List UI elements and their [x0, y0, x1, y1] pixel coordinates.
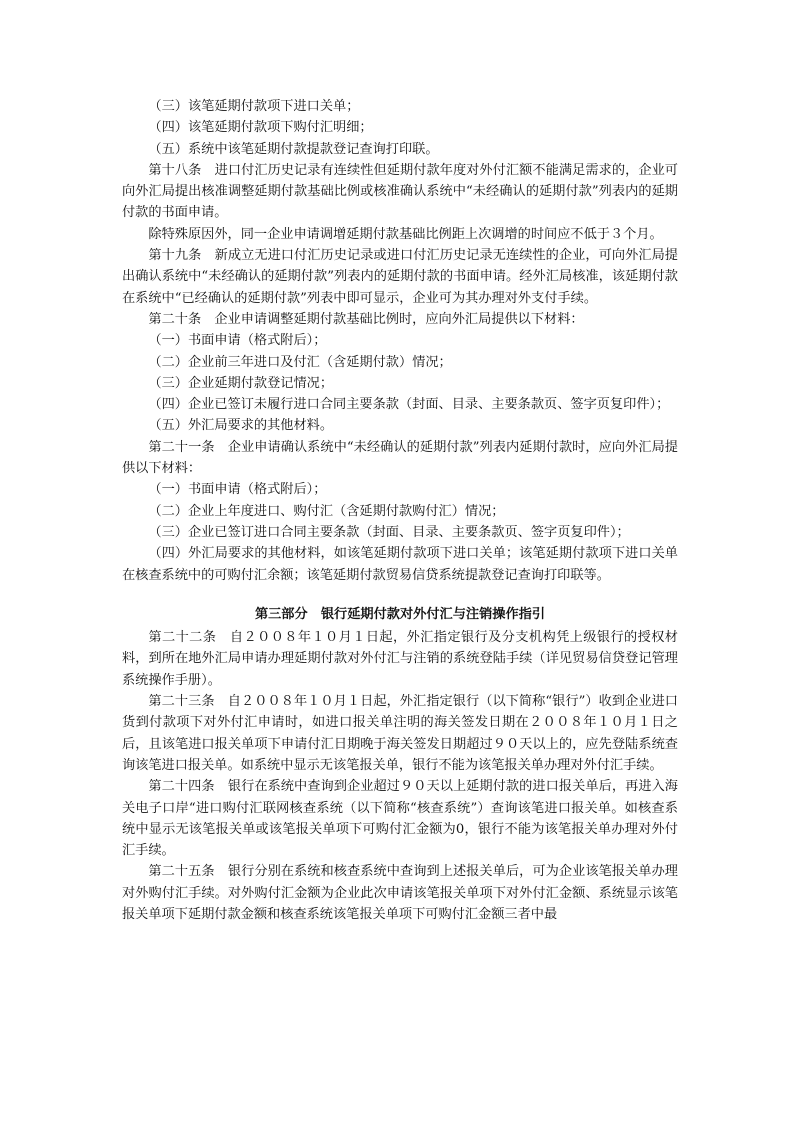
paragraph: （二）企业前三年进口及付汇（含延期付款）情况；: [148, 354, 452, 370]
article-20: 第二十条 企业申请调整延期付款基础比例时，应向外汇局提供以下材料：: [148, 311, 584, 327]
paragraph: （三）该笔延期付款项下进口关单；: [148, 99, 360, 114]
paragraph: （一）书面申请（格式附后）；: [148, 482, 327, 498]
article-18: 第十八条 进口付汇历史记录有连续性但延期付款年度对外付汇额不能满足需求的，企业可向外汇局提出核准调整延期付款基础比例或核准确认系统中“未经确认的延期付款”列表内的延期付款的书面申请。: [122, 162, 678, 221]
paragraph: （四）外汇局要求的其他材料，如该笔延期付款项下进口关单；该笔延期付款项下进口关单在核查系统中的可购付汇余额；该笔延期付款贸易信贷系统提款登记查询打印联等。: [122, 546, 678, 583]
paragraph: （三）企业延期付款登记情况；: [148, 375, 334, 391]
paragraph: （二）企业上年度进口、购付汇（含延期付款购付汇）情况；: [148, 503, 505, 519]
paragraph: （五）外汇局要求的其他材料。: [148, 418, 334, 434]
article-21: 第二十一条 企业申请确认系统中“未经确认的延期付款”列表内延期付款时，应向外汇局提供以下材料：: [122, 439, 678, 477]
paragraph: （四）企业已签订未履行进口合同主要条款（封面、目录、主要条款页、签字页复印件）；: [148, 397, 670, 413]
paragraph: （四）该笔延期付款项下购付汇明细；: [148, 120, 373, 136]
article-24: 第二十四条 银行在系统中查询到企业超过９０天以上延期付款的进口报关单后，再进入海关电子口岸“进口购付汇联网核查系统（以下简称“核查系统”）查询该笔进口报关单。如核查系统中显示无该笔报关单或该笔报关单项下可购付汇金额为0，银行不能为该笔报关单办理对外付汇手续。: [122, 779, 678, 859]
article-25: 第二十五条 银行分别在系统和核查系统中查询到上述报关单后，可为企业该笔报关单办理对外购付汇手续。对外购付汇金额为企业此次申请该笔报关单项下对外付汇金额、系统显示该笔报关单项下延期付款金额和核查系统该笔报关单项下可购付汇金额三者中最: [122, 864, 678, 922]
section-heading: 第三部分 银行延期付款对外付汇与注销操作指引: [254, 606, 546, 622]
article-22: 第二十二条 自２００８年１０月１日起，外汇指定银行及分支机构凭上级银行的授权材料，到所在地外汇局申请办理延期付款对外付汇与注销的系统登陆手续（详见贸易信贷登记管理系统操作手册）。: [122, 630, 678, 688]
paragraph: 除特殊原因外，同一企业申请调增延期付款基础比例距上次调增的时间应不低于３个月。: [148, 226, 663, 242]
paragraph: （五）系统中该笔延期付款提款登记查询打印联。: [148, 141, 439, 157]
paragraph: （三）企业已签订进口合同主要条款（封面、目录、主要条款页、签字页复印件）；: [148, 524, 630, 540]
article-19: 第十九条 新成立无进口付汇历史记录或进口付汇历史记录无连续性的企业，可向外汇局提出确认系统中“未经确认的延期付款”列表内的延期付款的书面申请。经外汇局核准，该延期付款在系统中“已经确认的延期付款”列表中即可显示，企业可为其办理对外支付手续。: [122, 248, 678, 306]
document-body: [122, 96, 678, 925]
paragraph: （一）书面申请（格式附后）；: [148, 333, 327, 349]
article-23: 第二十三条 自２００８年１０月１日起，外汇指定银行（以下简称“银行”）收到企业进口货到付款项下对外付汇申请时，如进口报关单注明的海关签发日期在２００８年１０月１日之后，且该笔进口报关单项下申请付汇日期晚于海关签发日期超过９０天以上的，应先登陆系统查询该笔进口报关单。如系统中显示无该笔报关单，银行不能为该笔报关单办理对外付汇手续。: [122, 694, 678, 773]
